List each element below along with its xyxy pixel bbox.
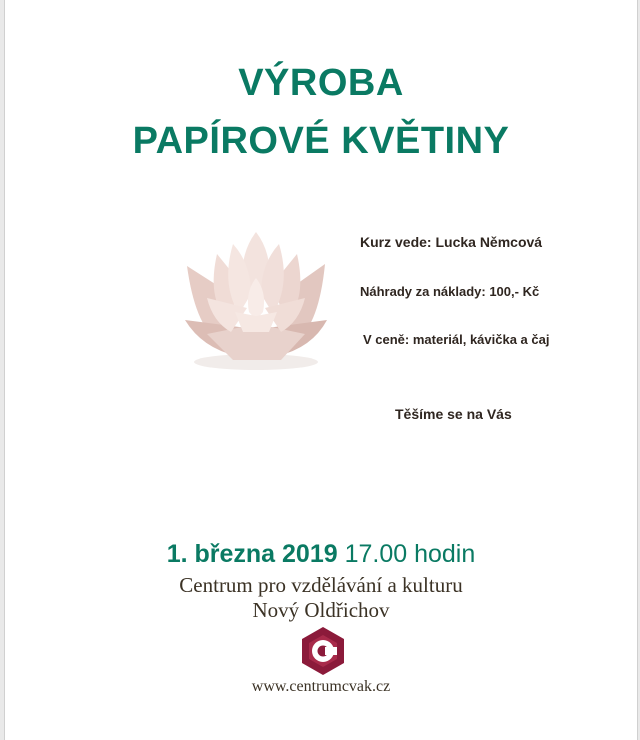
event-datetime xyxy=(5,540,637,569)
lecturer-text: Kurz vede: Lucka Němcová xyxy=(360,234,543,250)
title-line-2: PAPÍROVÉ KVĚTINY xyxy=(132,120,510,162)
document-page xyxy=(4,0,638,740)
venue-location: Nový Oldřichov xyxy=(252,598,390,622)
greeting-text: Těšíme se na Vás xyxy=(395,406,512,422)
included-text: V ceně: materiál, kávička a čaj xyxy=(363,332,550,347)
cost-text: Náhrady za náklady: 100,- Kč xyxy=(360,284,540,299)
event-date: 1. března 2019 xyxy=(166,540,338,568)
website-link[interactable]: www.centrumcvak.cz xyxy=(251,678,391,695)
paper-flower-image xyxy=(177,228,335,376)
c-hexagon-logo-icon xyxy=(300,626,346,676)
title-line-1: VÝROBA xyxy=(238,62,404,104)
event-time: 17.00 hodin xyxy=(344,540,476,568)
venue-name: Centrum pro vzdělávání a kulturu xyxy=(179,573,463,597)
